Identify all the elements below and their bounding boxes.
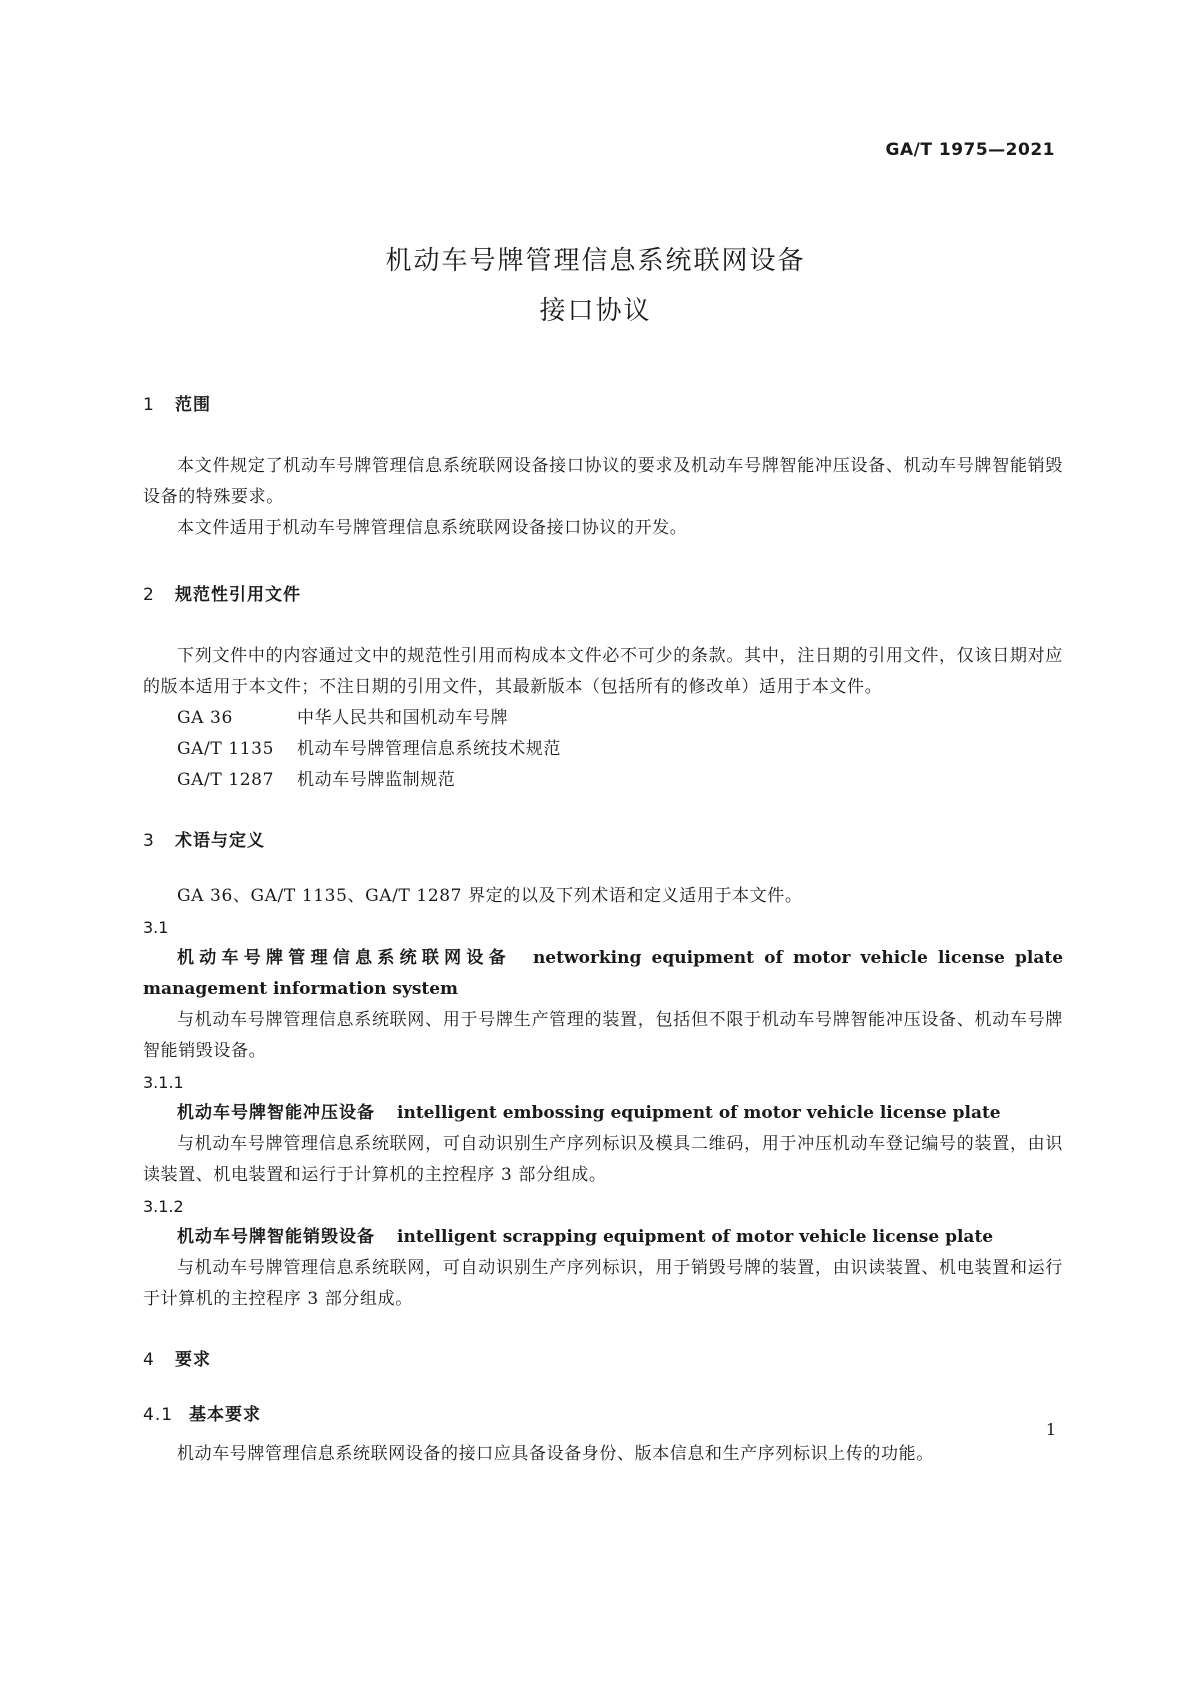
term-english: networking equipment of motor vehicle license plate management information system <box>143 948 1064 999</box>
section-2-heading <box>143 580 1063 605</box>
term-english: intelligent embossing equipment of motor vehicle license plate <box>397 1103 1001 1123</box>
section-number: 4 <box>143 1350 155 1370</box>
section-title: 术语与定义 <box>175 831 265 851</box>
paragraph: GA 36、GA/T 1135、GA/T 1287 界定的以及下列术语和定义适用于本文件。 <box>177 886 803 906</box>
term-entry <box>143 943 1063 1005</box>
section-1-heading <box>143 390 1063 415</box>
section-title: 要求 <box>175 1350 211 1370</box>
normative-reference <box>143 734 1063 765</box>
section-number: 1 <box>143 395 155 415</box>
subsection-4-1-heading <box>143 1400 1063 1425</box>
term-definition: 与机动车号牌管理信息系统联网，可自动识别生产序列标识，用于销毁号牌的装置，由识读装置、机电装置和运行于计算机的主控程序 3 部分组成。 <box>143 1258 1063 1309</box>
term-entry <box>143 1098 1063 1129</box>
clause-number: 3.1.1 <box>143 1073 184 1092</box>
document-body <box>143 390 1063 1470</box>
term-definition: 与机动车号牌管理信息系统联网、用于号牌生产管理的装置，包括但不限于机动车号牌智能冲压设备、机动车号牌智能销毁设备。 <box>143 1010 1063 1061</box>
section-3-heading <box>143 826 1063 851</box>
section-4-heading <box>143 1345 1063 1370</box>
section-title: 规范性引用文件 <box>175 585 301 605</box>
subsection-title: 基本要求 <box>189 1405 261 1425</box>
normative-reference <box>143 703 1063 734</box>
term-chinese: 机动车号牌智能销毁设备 <box>177 1227 375 1247</box>
reference-code: GA/T 1287 <box>177 770 274 790</box>
clause-number: 3.1.2 <box>143 1197 184 1216</box>
term-entry <box>143 1222 1063 1253</box>
term-definition: 与机动车号牌管理信息系统联网，可自动识别生产序列标识及模具二维码，用于冲压机动车登记编号的装置，由识读装置、机电装置和运行于计算机的主控程序 3 部分组成。 <box>143 1134 1063 1185</box>
paragraph: 本文件适用于机动车号牌管理信息系统联网设备接口协议的开发。 <box>177 518 688 538</box>
reference-title: 机动车号牌监制规范 <box>297 770 456 790</box>
title-line-2: 接口协议 <box>539 296 652 326</box>
reference-title: 中华人民共和国机动车号牌 <box>297 708 509 728</box>
normative-reference <box>143 765 1063 796</box>
clause-number: 3.1 <box>143 918 169 937</box>
title-line-1: 机动车号牌管理信息系统联网设备 <box>385 246 806 276</box>
term-chinese: 机动车号牌智能冲压设备 <box>177 1103 375 1123</box>
standard-number: GA/T 1975—2021 <box>885 140 1055 160</box>
document-title <box>0 236 1191 336</box>
paragraph: 本文件规定了机动车号牌管理信息系统联网设备接口协议的要求及机动车号牌智能冲压设备、机动车号牌智能销毁设备的特殊要求。 <box>143 456 1063 507</box>
section-number: 3 <box>143 831 155 851</box>
subsection-number: 4.1 <box>143 1405 174 1425</box>
paragraph: 下列文件中的内容通过文中的规范性引用而构成本文件必不可少的条款。其中，注日期的引用文件，仅该日期对应的版本适用于本文件；不注日期的引用文件，其最新版本（包括所有的修改单）适用于本文件。 <box>143 646 1063 697</box>
section-number: 2 <box>143 585 155 605</box>
paragraph: 机动车号牌管理信息系统联网设备的接口应具备设备身份、版本信息和生产序列标识上传的功能。 <box>177 1444 934 1464</box>
reference-code: GA/T 1135 <box>177 739 274 759</box>
term-chinese: 机动车号牌管理信息系统联网设备 <box>177 948 511 968</box>
term-english: intelligent scrapping equipment of motor vehicle license plate <box>397 1227 994 1247</box>
section-title: 范围 <box>175 395 211 415</box>
page-number: 1 <box>1045 1420 1056 1439</box>
reference-title: 机动车号牌管理信息系统技术规范 <box>297 739 561 759</box>
reference-code: GA 36 <box>177 708 233 728</box>
